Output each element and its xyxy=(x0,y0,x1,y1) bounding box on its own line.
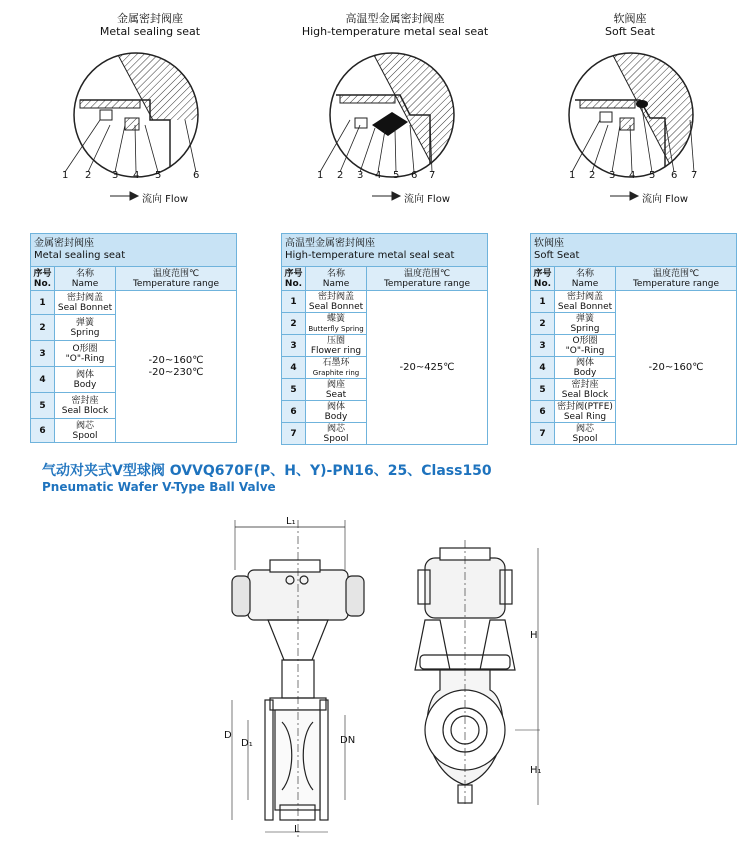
seat-title-en: High-temperature metal seal seat xyxy=(301,25,489,38)
label: 3 xyxy=(112,170,119,181)
temp-range: -20~425℃ xyxy=(367,291,488,445)
flow-label: 流向 Flow xyxy=(142,194,189,205)
table-title: 金属密封阀座 Metal sealing seat xyxy=(31,234,237,267)
label: 4 xyxy=(133,170,140,181)
col-name: 名称 Name xyxy=(306,267,367,291)
table-row: 4 阀体 Body xyxy=(531,357,737,379)
label: 6 xyxy=(193,170,200,181)
table-row: 7 阀芯 Spool xyxy=(531,423,737,445)
product-title-cn: 气动对夹式V型球阀 OVVQ670F(P、H、Y)-PN16、25、Class150 xyxy=(42,463,492,479)
table-row: 6 密封阀(PTFE) Seal Ring xyxy=(531,401,737,423)
table-row: 6 阀芯 Spool xyxy=(31,419,237,443)
seat-title-cn: 高温型金属密封阀座 xyxy=(345,12,445,25)
dim-H: H xyxy=(530,630,538,641)
label: 5 xyxy=(155,170,162,181)
table-title: 软阀座 Soft Seat xyxy=(531,234,737,267)
label: 2 xyxy=(337,170,344,181)
table-row: 2 弹簧 Spring xyxy=(531,313,737,335)
flow-label: 流向 Flow xyxy=(642,194,689,205)
label: 6 xyxy=(671,170,678,181)
table-row: 5 密封座 Seal Block xyxy=(531,379,737,401)
table-row: 4 石墨环 Graphite ring xyxy=(282,357,488,379)
table-row: 5 阀座 Seat xyxy=(282,379,488,401)
col-no: 序号 No. xyxy=(282,267,306,291)
dim-D: D xyxy=(224,730,232,741)
label: 4 xyxy=(629,170,636,181)
table-row: 1 密封阀盖 Seal Bonnet -20~425℃ xyxy=(282,291,488,313)
table-row: 6 阀体 Body xyxy=(282,401,488,423)
seat-title-cn: 软阀座 xyxy=(613,12,647,25)
seat-title-en: Soft Seat xyxy=(604,25,655,38)
table-row: 1 密封阀盖 Seal Bonnet -20~160℃ xyxy=(531,291,737,313)
col-name: 名称 Name xyxy=(55,267,116,291)
col-temp: 温度范围℃ Temperature range xyxy=(616,267,737,291)
dim-H1: H₁ xyxy=(530,765,542,776)
product-title-en: Pneumatic Wafer V-Type Ball Valve xyxy=(42,480,276,494)
col-temp: 温度范围℃ Temperature range xyxy=(367,267,488,291)
label: 7 xyxy=(691,170,698,181)
dim-DN: DN xyxy=(340,735,356,746)
seat-title-cn: 金属密封阀座 xyxy=(117,12,183,25)
label: 7 xyxy=(429,170,436,181)
col-no: 序号 No. xyxy=(31,267,55,291)
label: 3 xyxy=(609,170,616,181)
col-name: 名称 Name xyxy=(555,267,616,291)
table-title: 高温型金属密封阀座 High-temperature metal seal seat xyxy=(282,234,488,267)
label: 1 xyxy=(62,170,69,181)
table-row: 2 蝶簧 Butterfly Spring xyxy=(282,313,488,335)
dim-L1: L₁ xyxy=(286,516,296,527)
dim-D1: D₁ xyxy=(241,738,253,749)
table-row: 4 阀体 Body xyxy=(31,367,237,393)
label: 6 xyxy=(411,170,418,181)
table-row: 3 O形圈 "O"-Ring xyxy=(531,335,737,357)
temp-range: -20~160℃ xyxy=(616,291,737,445)
table-row: 5 密封座 Seal Block xyxy=(31,393,237,419)
table-row: 3 O形圈 "O"-Ring xyxy=(31,341,237,367)
label: 4 xyxy=(375,170,382,181)
table-row: 7 阀芯 Spool xyxy=(282,423,488,445)
col-no: 序号 No. xyxy=(531,267,555,291)
label: 1 xyxy=(317,170,324,181)
table-row: 2 弹簧 Spring xyxy=(31,315,237,341)
seat-title-en: Metal sealing seat xyxy=(99,25,201,38)
label: 1 xyxy=(569,170,576,181)
temp-range: -20~160℃ -20~230℃ xyxy=(116,291,237,443)
label: 5 xyxy=(649,170,656,181)
dim-L: L xyxy=(294,824,300,835)
valve-front-view xyxy=(232,520,364,840)
col-temp: 温度范围℃ Temperature range xyxy=(116,267,237,291)
table-row: 1 密封阀盖 Seal Bonnet -20~160℃ -20~230℃ xyxy=(31,291,237,315)
flow-label: 流向 Flow xyxy=(404,194,451,205)
valve-side-view xyxy=(415,540,540,805)
label: 5 xyxy=(393,170,400,181)
label: 3 xyxy=(357,170,364,181)
label: 2 xyxy=(589,170,596,181)
label: 2 xyxy=(85,170,92,181)
table-row: 3 压圈 Flower ring xyxy=(282,335,488,357)
